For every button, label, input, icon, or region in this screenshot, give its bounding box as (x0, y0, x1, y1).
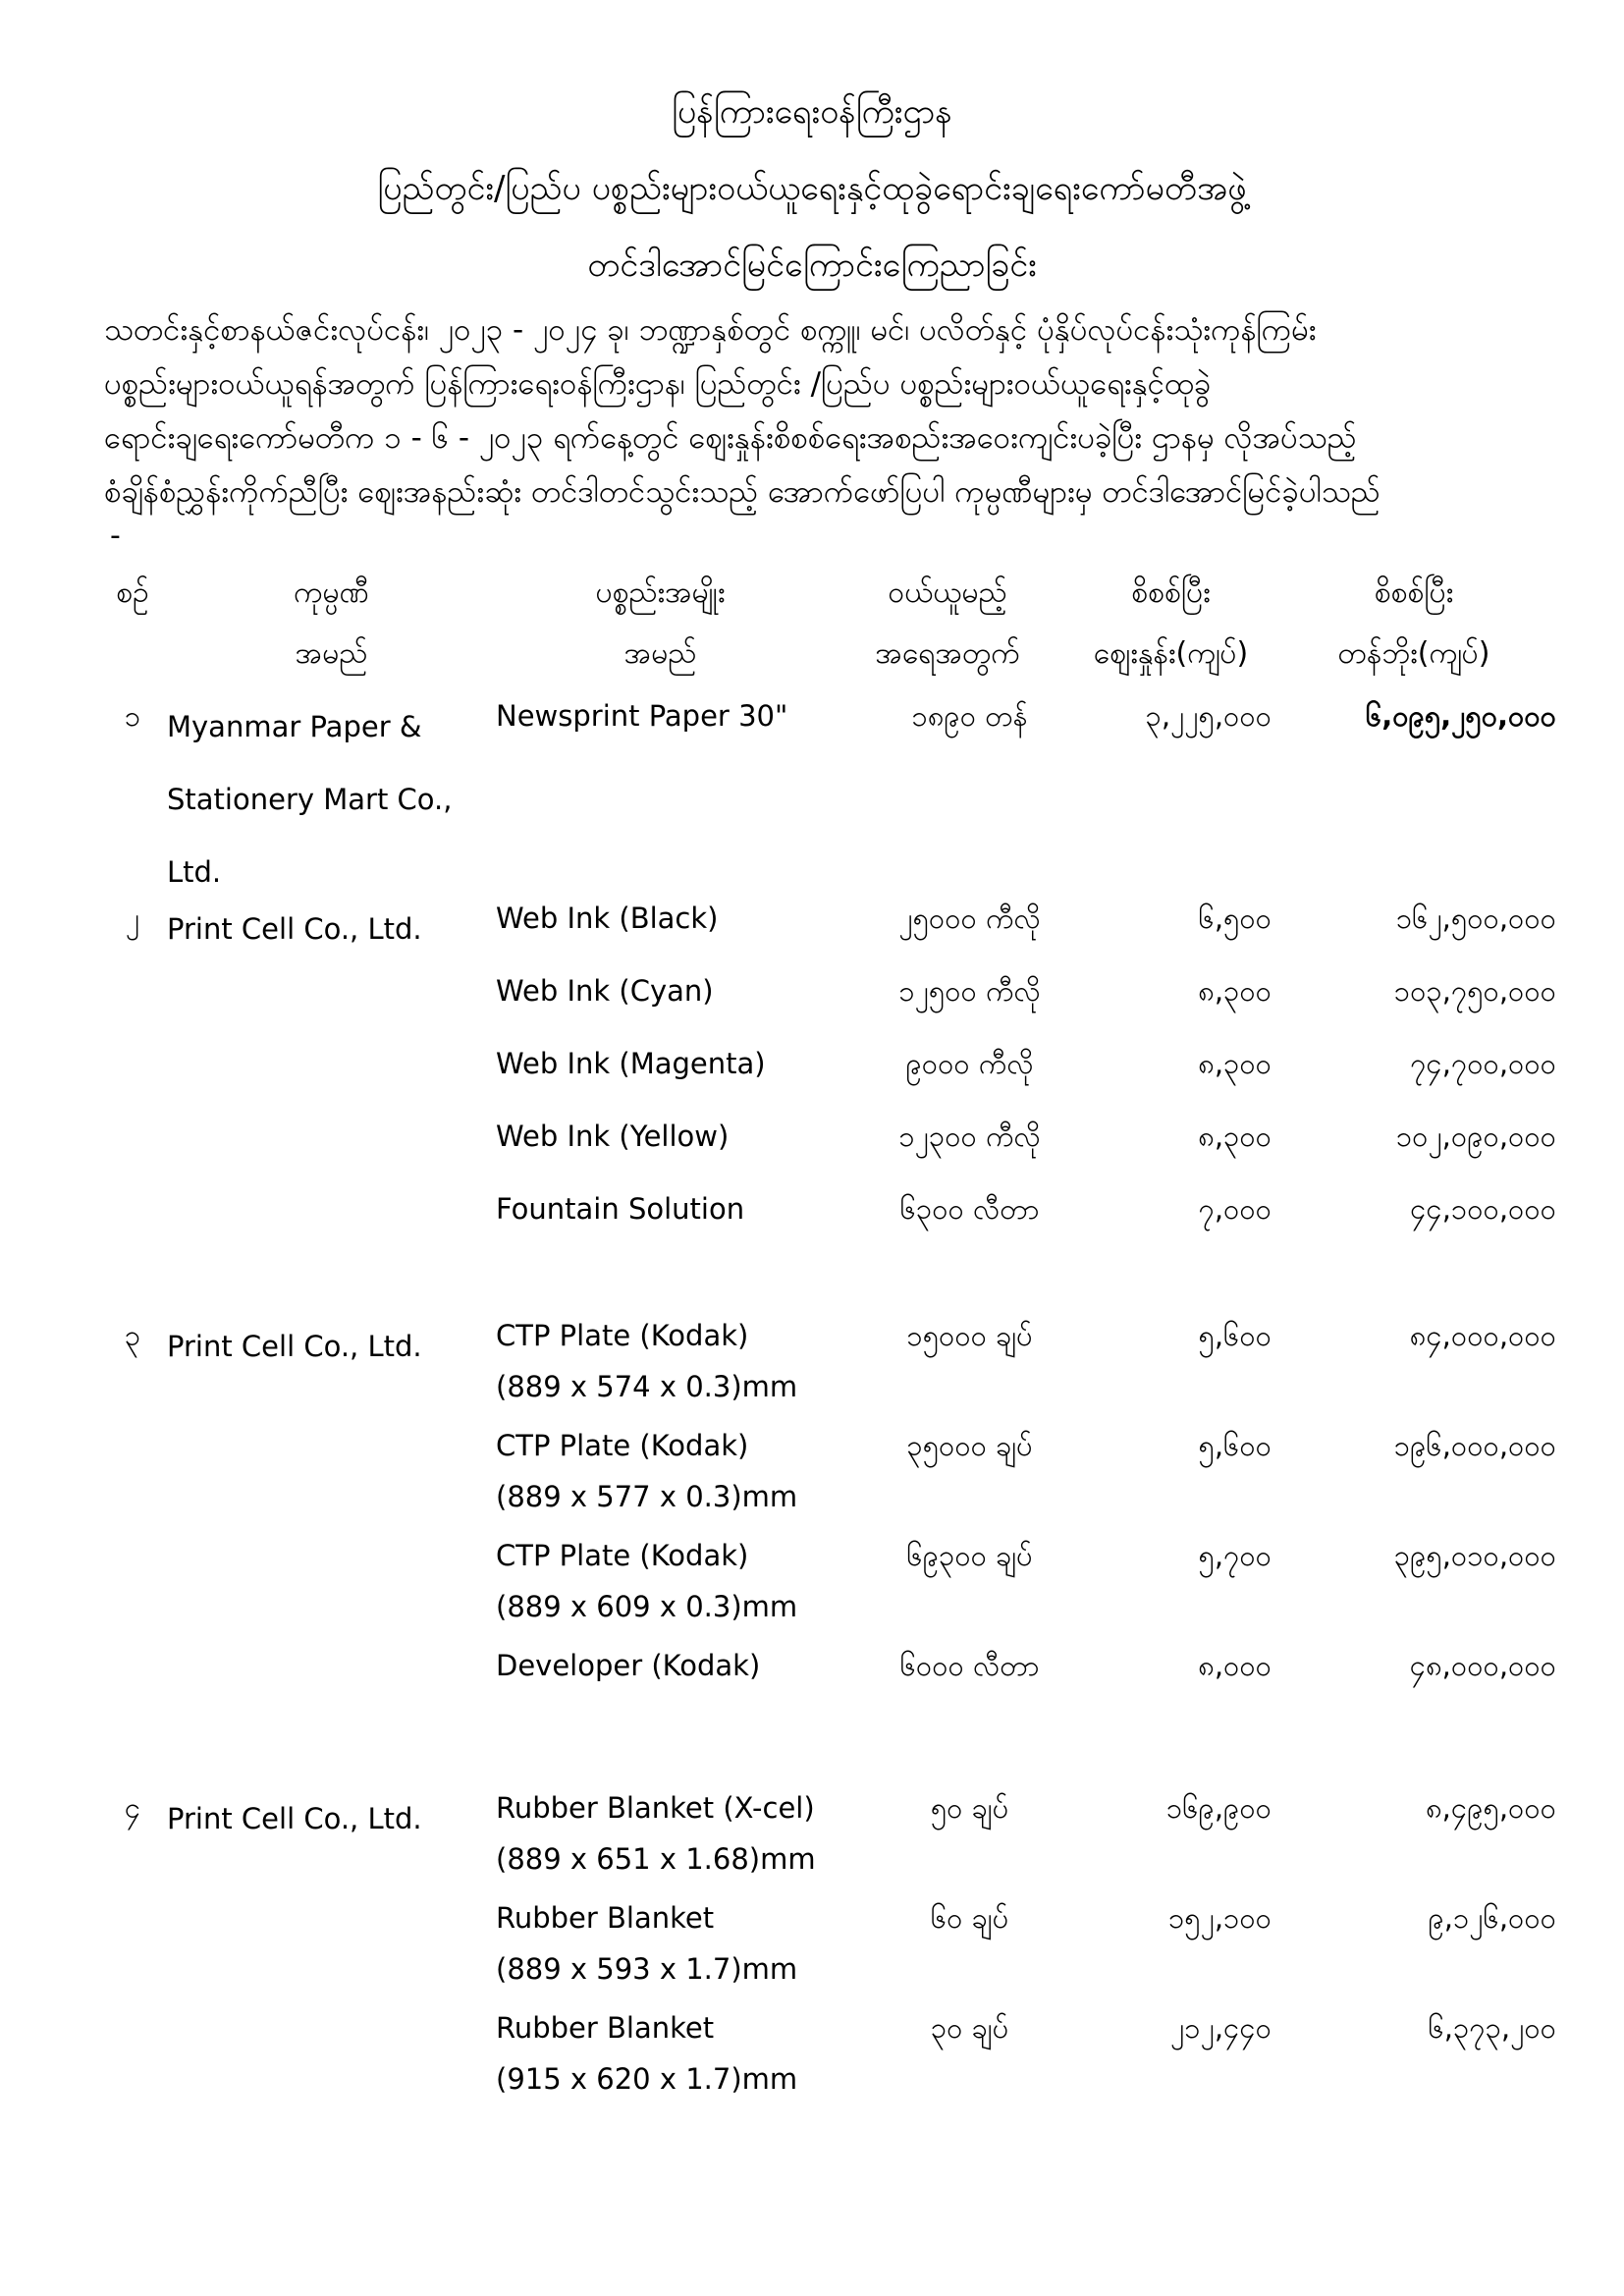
item-row (496, 2002, 1624, 2105)
item-name: Rubber Blanket (X-cel) (496, 1791, 815, 1825)
items-column (496, 893, 1624, 1256)
unit-price-cell: ၅,၆၀၀ (1198, 1319, 1272, 1352)
table-group (98, 893, 1624, 1256)
item-cell (496, 1640, 825, 1691)
item-spec: (915 x 620 x 1.7)mm (496, 2062, 798, 2096)
table-group (98, 690, 1624, 908)
item-cell (496, 1782, 825, 1885)
total-value-cell: ၈၄,၀၀၀,၀၀၀ (1409, 1319, 1556, 1352)
header-item (496, 563, 825, 684)
total-value-cell: ၄၄,၁၀၀,၀၀၀ (1410, 1192, 1556, 1226)
item-name: CTP Plate (Kodak) (496, 1429, 749, 1462)
item-spec: (889 x 574 x 0.3)mm (496, 1370, 798, 1403)
table-group (98, 1782, 1624, 2112)
intro-line: ပစ္စည်းများဝယ်ယူရန်အတွက် ပြန်ကြားရေးဝန်ကြီးဌာန၊ ပြည်တွင်း /ပြည်ပ ပစ္စည်းများဝယ်ယူရေးနှင့်ထုခွဲ (104, 366, 1212, 402)
table-group (98, 1310, 1624, 1699)
company-line: Print Cell Co., Ltd. (167, 1802, 422, 1835)
total-value-cell: ၇၄,၇၀၀,၀၀၀ (1410, 1047, 1556, 1080)
company-cell (167, 690, 496, 908)
quantity-cell: ၅၀ ချပ် (930, 1791, 1009, 1825)
item-cell (496, 893, 825, 944)
total-value-cell: ၁၉၆,၀၀၀,၀၀၀ (1393, 1429, 1556, 1462)
item-row (496, 1183, 1624, 1234)
item-name: Developer (Kodak) (496, 1649, 761, 1682)
company-line: Print Cell Co., Ltd. (167, 1330, 422, 1363)
item-row (496, 1892, 1624, 1995)
intro-line: သတင်းနှင့်စာနယ်ဇင်းလုပ်ငန်း၊ ၂၀၂၃ - ၂၀၂၄ ခု၊ ဘဏ္ဍာနှစ်တွင် စက္ကူ၊ မင်၊ ပလိတ်နှင့် ပုံနှိပ်လုပ်ငန်းသုံးကုန်ကြမ်း (104, 312, 1317, 348)
unit-price-cell: ၁၆၉,၉၀၀ (1165, 1791, 1272, 1825)
header-unit-price-line2: ဈေးနှုန်း(ကျပ်) (1093, 636, 1249, 671)
item-spec: (889 x 651 x 1.68)mm (496, 1842, 816, 1876)
unit-price-cell: ၈,၃၀၀ (1198, 1047, 1272, 1080)
intro-line: စံချိန်စံညွှန်းကိုက်ညီပြီး ဈေးအနည်းဆုံး တင်ဒါတင်သွင်းသည့် အောက်ဖော်ပြပါ ကုမ္ပဏီများမှ တင်ဒါအောင်မြင်ခဲ့ပါသည် (104, 474, 1380, 510)
header-company (167, 563, 496, 684)
company-cell (167, 1310, 496, 1383)
item-row (496, 1420, 1624, 1522)
header-item-line1: ပစ္စည်းအမျိုး (595, 575, 726, 610)
items-column (496, 1782, 1624, 2112)
unit-price-cell: ၈,၃၀၀ (1198, 1120, 1272, 1153)
item-row (496, 1530, 1624, 1632)
unit-price-cell: ၆,၅၀၀ (1198, 902, 1272, 935)
serial-cell (98, 1782, 167, 1833)
quantity-cell: ၂၅၀၀၀ ကီလို (898, 902, 1041, 935)
item-row (496, 690, 1624, 741)
company-line: Ltd. (167, 855, 222, 889)
company-line: Myanmar Paper & (167, 710, 422, 743)
item-cell (496, 690, 825, 741)
tender-table-body (98, 690, 1624, 2112)
unit-price-cell: ၅,၆၀၀ (1198, 1429, 1272, 1462)
unit-price-cell: ၈,၀၀၀ (1198, 1649, 1272, 1682)
quantity-cell: ၆၉၃၀၀ ချပ် (906, 1539, 1033, 1572)
header-company-line1: ကုမ္ပဏီ (294, 575, 369, 610)
header-serial (98, 563, 167, 684)
quantity-cell: ၆၀ ချပ် (930, 1901, 1009, 1935)
unit-price-cell: ၃,၂၂၅,၀၀၀ (1145, 699, 1272, 733)
quantity-cell: ၁၂၅၀၀ ကီလို (898, 974, 1041, 1008)
tender-table (98, 563, 1624, 2112)
header-total-value-line1: စိစစ်ပြီး (1374, 575, 1454, 610)
item-cell (496, 2002, 825, 2105)
total-value-cell: ၃၉၅,၀၁၀,၀၀၀ (1393, 1539, 1556, 1572)
header-total-value-line2: တန်ဘိုး(ကျပ်) (1337, 636, 1490, 671)
item-row (496, 1038, 1624, 1089)
quantity-cell: ၉၀၀၀ ကီလို (905, 1047, 1034, 1080)
item-name: CTP Plate (Kodak) (496, 1539, 749, 1572)
announcement-title: တင်ဒါအောင်မြင်ကြောင်းကြေညာခြင်း (587, 246, 1037, 285)
serial-cell (98, 893, 167, 944)
item-row (496, 965, 1624, 1016)
unit-price-cell: ၈,၃၀၀ (1198, 974, 1272, 1008)
unit-price-cell: ၁၅၂,၁၀၀ (1167, 1901, 1272, 1935)
serial-cell (98, 1310, 167, 1361)
header-serial-line1: စဉ် (116, 575, 149, 610)
total-value-cell: ၁၆၂,၅၀၀,၀၀၀ (1395, 902, 1556, 935)
total-value-cell: ၆,၃၇၃,၂၀၀ (1428, 2011, 1556, 2045)
item-cell (496, 1310, 825, 1412)
intro-paragraph (104, 303, 1555, 519)
ministry-title: ပြန်ကြားရေးဝန်ကြီးဌာန (672, 92, 952, 132)
item-row (496, 1640, 1624, 1691)
quantity-cell: ၃၅၀၀၀ ချပ် (906, 1429, 1033, 1462)
header-quantity-line2: အရေအတွက် (875, 636, 1020, 671)
item-row (496, 1782, 1624, 1885)
item-row (496, 893, 1624, 944)
unit-price-cell: ၇,၀၀၀ (1198, 1192, 1272, 1226)
item-spec: (889 x 609 x 0.3)mm (496, 1590, 798, 1623)
quantity-cell: ၁၈၉၀ တန် (911, 699, 1028, 733)
header-item-line2: အမည် (623, 636, 697, 671)
item-cell (496, 1183, 825, 1234)
serial-number: ၄ (124, 1791, 141, 1825)
document-title-block (0, 0, 1624, 303)
quantity-cell: ၁၅၀၀၀ ချပ် (906, 1319, 1033, 1352)
item-cell (496, 965, 825, 1016)
company-cell (167, 893, 496, 965)
items-column (496, 690, 1624, 741)
item-name: Rubber Blanket (496, 1901, 715, 1935)
header-unit-price (1070, 563, 1272, 684)
quantity-cell: ၃၀ ချပ် (930, 2011, 1009, 2045)
unit-price-cell: ၅,၇၀၀ (1198, 1539, 1272, 1572)
company-line: Stationery Mart Co., (167, 783, 453, 816)
item-name: Web Ink (Magenta) (496, 1047, 766, 1080)
continuation-dash: - (110, 519, 121, 553)
company-line: Print Cell Co., Ltd. (167, 912, 422, 946)
item-spec: (889 x 593 x 1.7)mm (496, 1952, 798, 1986)
table-header-row (98, 563, 1624, 684)
header-company-line2: အမည် (295, 636, 368, 671)
item-spec: (889 x 577 x 0.3)mm (496, 1480, 798, 1513)
header-quantity (825, 563, 1070, 684)
total-value-cell: ၉,၁၂၆,၀၀၀ (1428, 1901, 1556, 1935)
items-column (496, 1310, 1624, 1699)
header-unit-price-line1: စိစစ်ပြီး (1131, 575, 1211, 610)
intro-line: ရောင်းချရေးကော်မတီက ၁ - ၆ - ၂၀၂၃ ရက်နေ့တွင် ဈေးနှုန်းစိစစ်ရေးအစည်းအဝေးကျင်းပခဲ့ပြီး ဌာနမှ လိုအပ်သည့် (104, 420, 1357, 456)
committee-title: ပြည်တွင်း/ပြည်ပ ပစ္စည်းများဝယ်ယူရေးနှင့်ထုခွဲရောင်းချရေးကော်မတီအဖွဲ့ (377, 169, 1247, 208)
item-row (496, 1111, 1624, 1162)
item-cell (496, 1530, 825, 1632)
header-quantity-line1: ဝယ်ယူမည့် (888, 575, 1007, 610)
item-cell (496, 1111, 825, 1162)
total-value-cell: ၈,၄၉၅,၀၀၀ (1426, 1791, 1556, 1825)
item-name: CTP Plate (Kodak) (496, 1319, 749, 1352)
unit-price-cell: ၂၁၂,၄၄၀ (1170, 2011, 1272, 2045)
item-cell (496, 1892, 825, 1995)
total-value-cell: ၁၀၃,၇၅၀,၀၀၀ (1393, 974, 1556, 1008)
quantity-cell: ၁၂၃၀၀ ကီလို (898, 1120, 1041, 1153)
item-row (496, 1310, 1624, 1412)
item-name: Web Ink (Black) (496, 902, 719, 935)
quantity-cell: ၆၃၀၀ လီတာ (899, 1192, 1040, 1226)
company-cell (167, 1782, 496, 1855)
item-name: Newsprint Paper 30" (496, 699, 788, 733)
item-name: Web Ink (Cyan) (496, 974, 714, 1008)
quantity-cell: ၆၀၀၀ လီတာ (899, 1649, 1040, 1682)
serial-number: ၃ (124, 1319, 141, 1352)
serial-number: ၂ (125, 902, 140, 935)
item-cell (496, 1038, 825, 1089)
total-value-cell: ၄၈,၀၀၀,၀၀၀ (1409, 1649, 1556, 1682)
total-value-cell: ၆,၀၉၅,၂၅၀,၀၀၀ (1365, 699, 1556, 733)
item-name: Fountain Solution (496, 1192, 745, 1226)
header-total-value (1272, 563, 1556, 684)
serial-cell (98, 690, 167, 741)
item-name: Web Ink (Yellow) (496, 1120, 730, 1153)
item-name: Rubber Blanket (496, 2011, 715, 2045)
serial-number: ၁ (124, 699, 141, 733)
item-cell (496, 1420, 825, 1522)
total-value-cell: ၁၀၂,၀၉၀,၀၀၀ (1395, 1120, 1556, 1153)
